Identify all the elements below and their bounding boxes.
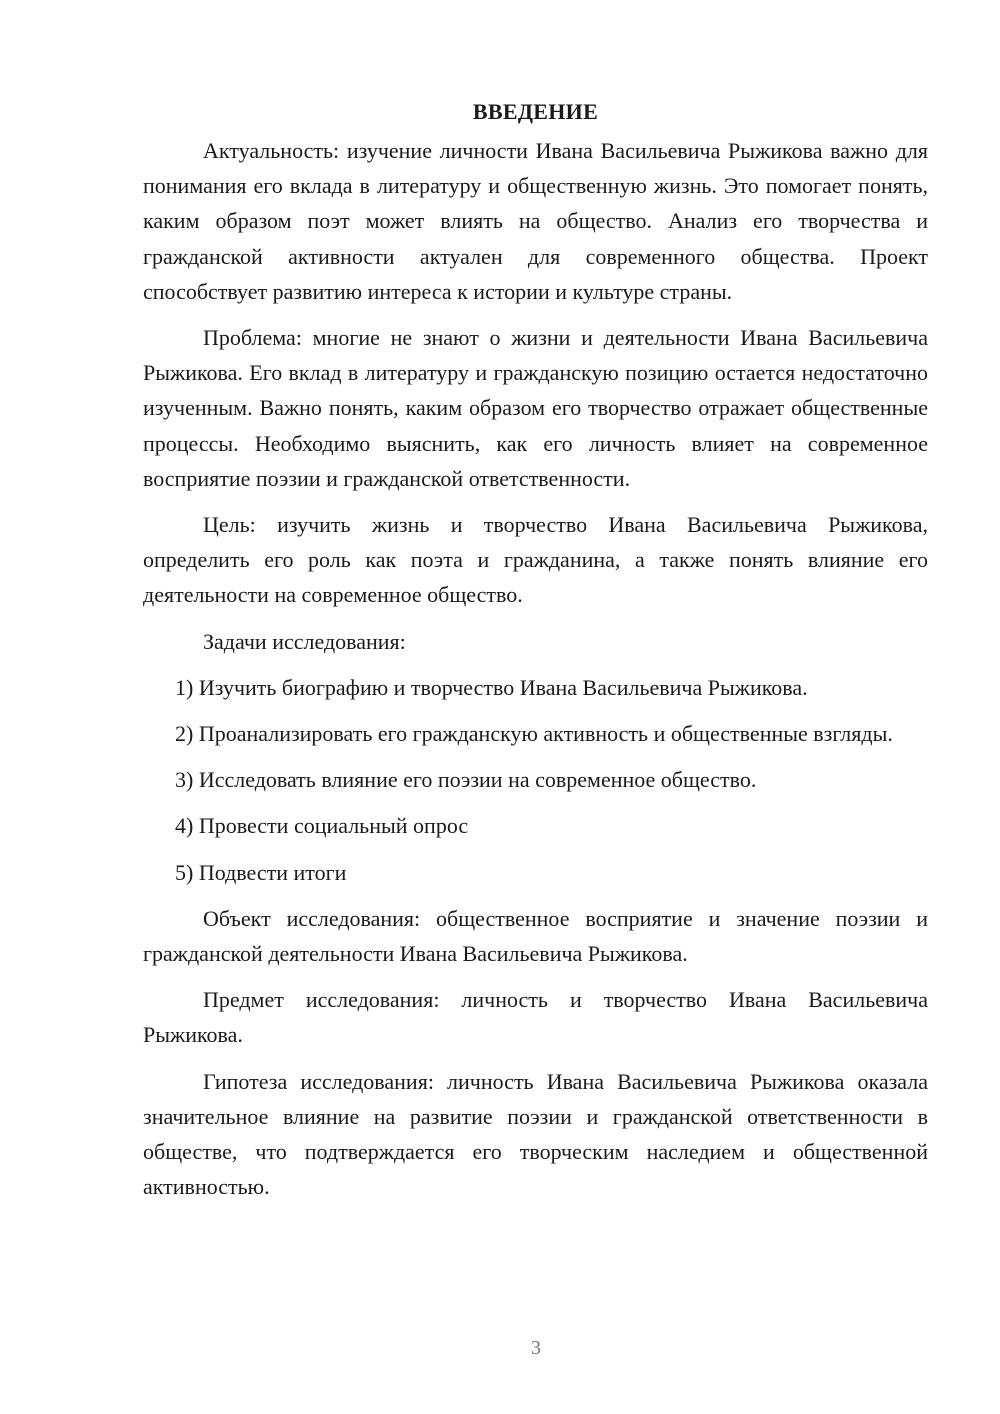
- paragraph-hypothesis: Гипотеза исследования: личность Ивана Васильевича Рыжикова оказала значительное влияние на развитие поэзии и гражданской ответственности в обществе, что подтверждается его творческим наследием и общественной активностью.: [143, 1068, 928, 1200]
- list-item: 1) Изучить биографию и творчество Ивана Васильевича Рыжикова.: [175, 674, 808, 700]
- paragraph-goal: Цель: изучить жизнь и творчество Ивана Васильевича Рыжикова, определить его роль как поэта и гражданина, а также понять влияние его деятельности на современное общество.: [143, 512, 928, 608]
- list-item: 5) Подвести итоги: [175, 859, 347, 885]
- section-title: ВВЕДЕНИЕ: [472, 99, 599, 124]
- list-item: 2) Проанализировать его гражданскую активность и общественные взгляды.: [175, 721, 893, 747]
- list-item: 4) Провести социальный опрос: [175, 813, 469, 839]
- paragraph-subject: Предмет исследования: личность и творчество Ивана Васильевича Рыжикова.: [143, 987, 928, 1048]
- paragraph-tasks-heading: Задачи исследования:: [203, 628, 406, 654]
- paragraph-object: Объект исследования: общественное восприятие и значение поэзии и гражданской деятельности Ивана Васильевича Рыжикова.: [143, 905, 928, 967]
- page-number: 3: [531, 1337, 541, 1359]
- paragraph-problem: Проблема: многие не знают о жизни и деятельности Ивана Васильевича Рыжикова. Его вклад в литературу и гражданскую позицию остается недостаточно изученным. Важно понять, каким образом его творчество отражает общественные процессы. Необходимо выяснить, как его личность влияет на современное восприятие поэзии и гражданской ответственности.: [143, 325, 928, 491]
- list-item: 3) Исследовать влияние его поэзии на современное общество.: [175, 767, 757, 793]
- page-content: [143, 94, 928, 1215]
- paragraph-relevance: Актуальность: изучение личности Ивана Васильевича Рыжикова важно для понимания его вклада в литературу и общественную жизнь. Это помогает понять, каким образом поэт может влиять на общество. Анализ его творчества и гражданской активности актуален для современного общества. Проект способствует развитию интереса к истории и культуре страны.: [143, 138, 928, 304]
